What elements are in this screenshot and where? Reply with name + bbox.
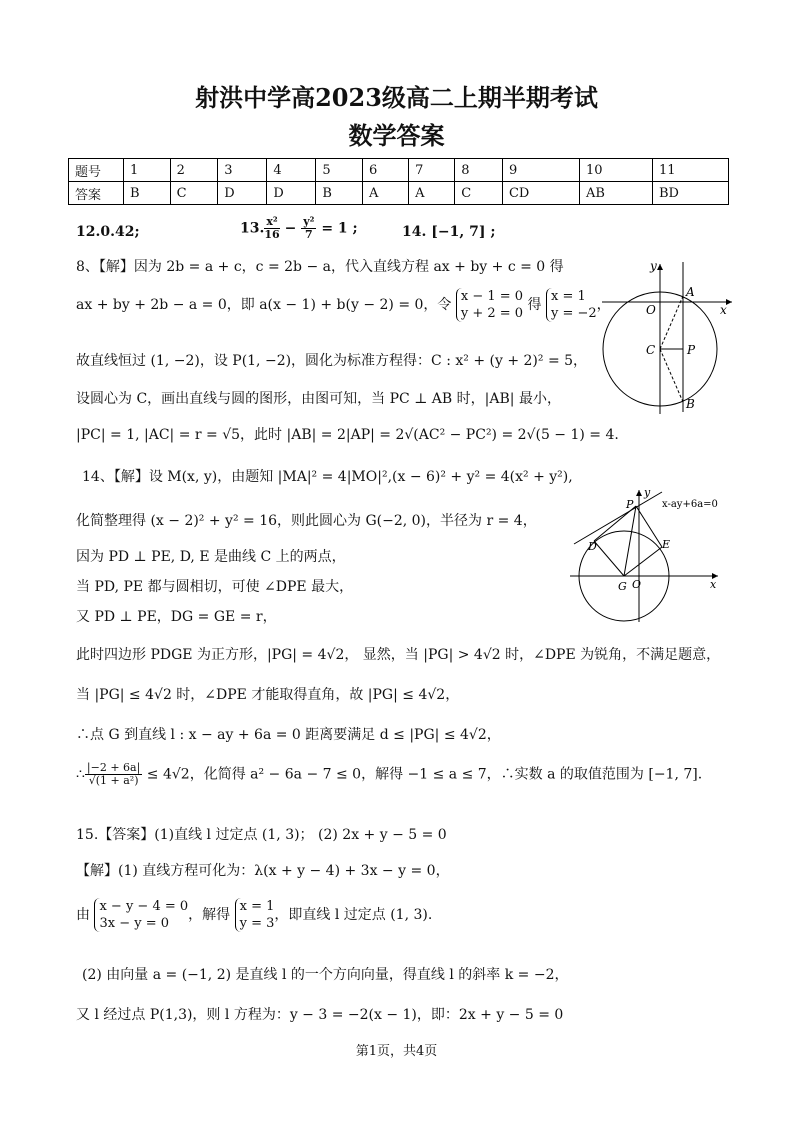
question-number-cell: 3 — [218, 159, 267, 182]
exam-title: 射洪中学高2023级高二上期半期考试 — [195, 83, 598, 112]
fig1-c-label: C — [646, 343, 656, 357]
answer-cell: B — [316, 182, 363, 205]
question-number-cell: 1 — [124, 159, 171, 182]
sol14-line4: 当 PD, PE 都与圆相切，可使 ∠DPE 最大， — [76, 579, 354, 595]
answer-cell: D — [267, 182, 316, 205]
question-number-cell: 4 — [267, 159, 316, 182]
fig2-g-label: G — [618, 580, 627, 593]
question-number-cell: 2 — [170, 159, 218, 182]
answer-14: 14. [−1, 7] ; — [402, 224, 496, 240]
answer-row — [69, 182, 729, 205]
sol14-line8: ∴点 G 到直线 l : x − ay + 6a = 0 距离要满足 d ≤ |PG| ≤ 4√2， — [76, 727, 501, 743]
fig2-x-label: x — [710, 578, 717, 591]
fig1-p-label: P — [687, 343, 696, 357]
answer-cell: A — [363, 182, 409, 205]
answer-row-label: 答案 — [69, 182, 124, 205]
question-number-cell: 8 — [455, 159, 503, 182]
fig2-line-label: x-ay+6a=0 — [662, 499, 718, 510]
fig2-e-label: E — [662, 538, 671, 551]
question-number-cell: 7 — [409, 159, 455, 182]
sol14-line9: ∴ $\frac{|-2 + 6a|}{\text{√(1 + a²)}}$ ≤ 4√2，化简得 a² − 6a − 7 ≤ 0，解得 −1 ≤ a ≤ 7，∴实数 a 的取值范围为 [−1, 7]. — [76, 761, 703, 787]
answer-cell: B — [124, 182, 171, 205]
sol15-line1: 15.【答案】(1)直线 l 过定点 (1, 3)； (2) 2x + y − 5 = 0 — [76, 827, 447, 843]
fig2-d-label: D — [588, 540, 597, 553]
question-number-cell: 11 — [652, 159, 728, 182]
answer-cell: C — [455, 182, 503, 205]
sol14-line5: 又 PD ⊥ PE，DG = GE = r， — [76, 609, 277, 625]
fig1-a-label: A — [686, 285, 695, 299]
answer-cell: D — [218, 182, 267, 205]
sol15-line3: 由 x − y − 4 = 0 3x − y = 0，解得 x = 1 y = 3，即直线 l 过定点 (1, 3). — [76, 899, 433, 931]
fig2-p-label: P — [626, 498, 634, 511]
answer-cell: A — [409, 182, 455, 205]
fig1-b-label: B — [686, 397, 695, 411]
answer-12: 12.0.42; — [76, 224, 140, 240]
question-row-label: 题号 — [69, 159, 124, 182]
answer-cell: AB — [579, 182, 652, 205]
fig2-o-label: O — [632, 578, 642, 591]
sol14-line3: 因为 PD ⊥ PE, D, E 是曲线 C 上的两点， — [76, 549, 346, 565]
answer-13: 13. $\frac{\text{x²}}{16}$ − $\frac{\text{y²}}{7}$ = 1 ; — [240, 215, 358, 241]
sol8-line4: 设圆心为 C，画出直线与圆的图形，由图可知，当 PC ⊥ AB 时，|AB| 最小， — [76, 391, 561, 407]
sol15-line4: (2) 由向量 a = (−1, 2) 是直线 l 的一个方向向量，得直线 l 的斜率 k = −2， — [82, 967, 569, 983]
sol14-line6: 此时四边形 PDGE 为正方形，|PG| = 4√2， 显然，当 |PG| > 4√2 时，∠DPE 为锐角，不满足题意， — [76, 647, 721, 663]
sol14-line1: 14、【解】设 M(x, y)，由题知 |MA|² = 4|MO|²,(x − 6)² + y² = 4(x² + y²), — [82, 469, 573, 485]
answer-cell: C — [170, 182, 218, 205]
question-number-cell: 9 — [502, 159, 579, 182]
sol14-line7: 当 |PG| ≤ 4√2 时，∠DPE 才能取得直角，故 |PG| ≤ 4√2， — [76, 687, 460, 703]
question-number-cell: 5 — [316, 159, 363, 182]
answer-cell: BD — [652, 182, 728, 205]
fig2-y-label: y — [644, 486, 651, 499]
answer-subtitle: 数学答案 — [348, 121, 445, 150]
sol14-line2: 化简整理得 (x − 2)² + y² = 16，则此圆心为 G(−2, 0)，半径为 r = 4， — [76, 513, 537, 529]
sol15-line5: 又 l 经过点 P(1,3)，则 l 方程为：y − 3 = −2(x − 1)，即：2x + y − 5 = 0 — [76, 1007, 564, 1023]
sol8-line2: ax + by + 2b − a = 0，即 a(x − 1) + b(y − 2) = 0，令 x − 1 = 0 y + 2 = 0 得 x = 1 y = −2， — [76, 289, 611, 321]
question-row — [69, 159, 729, 182]
sol8-line1: 8、【解】因为 2b = a + c，c = 2b − a，代入直线方程 ax + by + c = 0 得 — [76, 259, 564, 275]
answer-table — [68, 158, 729, 205]
question-number-cell: 6 — [363, 159, 409, 182]
fig1-o-label: O — [646, 303, 656, 317]
page-footer: 第1页，共4页 — [355, 1044, 438, 1059]
tangent-square-figure — [566, 484, 736, 624]
sol8-line5: |PC| = 1, |AC| = r = √5，此时 |AB| = 2|AP| = 2√(AC² − PC²) = 2√(5 − 1) = 4. — [76, 427, 619, 443]
question-number-cell: 10 — [579, 159, 652, 182]
sol15-line2: 【解】(1) 直线方程可化为：λ(x + y − 4) + 3x − y = 0， — [76, 863, 450, 879]
sol8-line3: 故直线恒过 (1, −2)，设 P(1, −2)，圆化为标准方程得：C : x² + (y + 2)² = 5， — [76, 353, 588, 369]
answer-cell: CD — [502, 182, 579, 205]
fig1-y-label: y — [650, 259, 657, 273]
fig1-x-label: x — [720, 303, 727, 317]
circle-line-figure — [596, 256, 746, 416]
